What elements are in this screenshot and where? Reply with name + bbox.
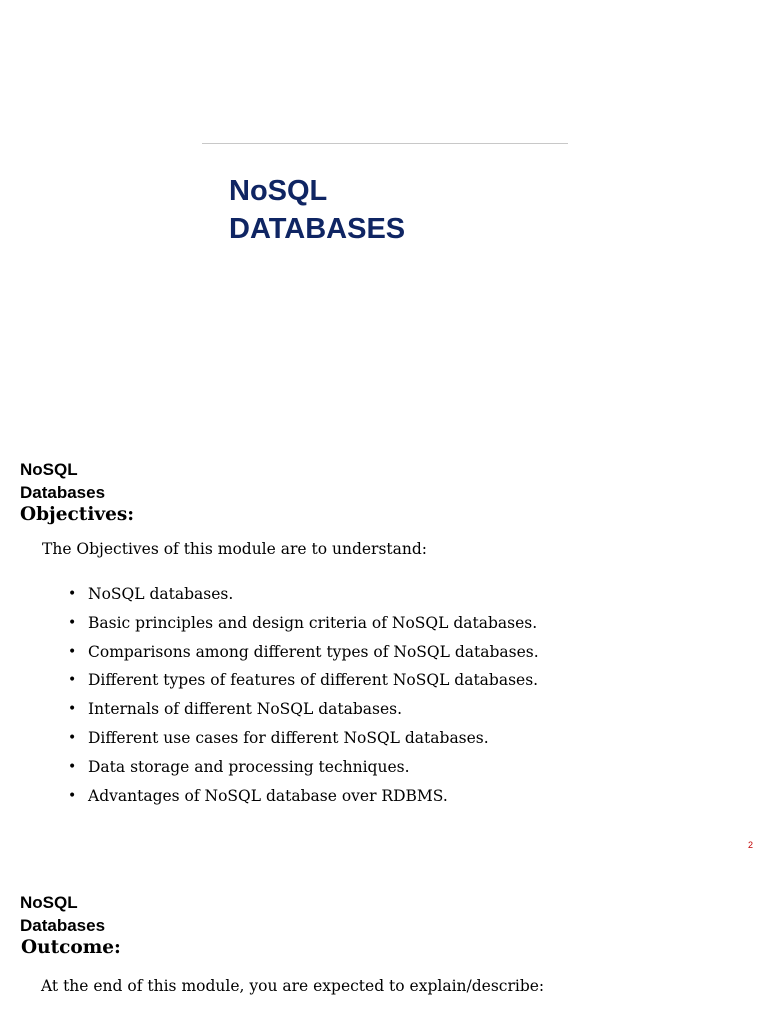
bullet-icon: • [68,586,77,602]
bullet-icon: • [68,787,77,804]
list-item-text: Different use cases for different NoSQL databases. [88,728,489,747]
list-item-text: Different types of features of different NoSQL databases. [88,671,539,690]
slide3-header-line2: Databases [20,916,106,935]
slide3-header [20,891,105,937]
list-item [68,613,539,642]
list-item [68,584,539,613]
cover-title-line2: DATABASES [229,213,406,245]
list-item-text: Comparisons among different types of NoSQL databases. [88,642,539,661]
list-item [68,786,539,815]
list-item-text: NoSQL databases. [88,585,234,603]
outcome-intro: At the end of this module, you are expected to explain/describe: [41,977,545,995]
list-item [68,642,539,671]
list-item-text: Internals of different NoSQL databases. [88,700,403,719]
slide2-header-line2: Databases [20,483,106,502]
bullet-icon: • [68,672,77,689]
list-item [68,757,539,786]
list-item [68,699,539,728]
bullet-icon: • [68,758,77,775]
page-number: 2 [748,840,754,850]
list-item-text: Data storage and processing techniques. [88,757,410,776]
bullet-icon: • [68,643,77,660]
list-item-text: Basic principles and design criteria of NoSQL databases. [88,613,538,632]
objectives-intro: The Objectives of this module are to understand: [42,540,428,558]
cover-title [229,172,405,248]
outcome-heading: Outcome: [21,937,121,958]
title-divider [202,143,568,144]
cover-title-line1: NoSQL [229,175,328,207]
slide2-header-line1: NoSQL [20,460,78,479]
objectives-heading: Objectives: [20,504,135,525]
list-item [68,670,539,699]
bullet-icon: • [68,614,77,631]
objectives-list [68,584,539,814]
slide3-header-line1: NoSQL [20,893,78,912]
list-item [68,728,539,757]
bullet-icon: • [68,729,77,746]
slide2-header [20,458,105,504]
list-item-text: Advantages of NoSQL database over RDBMS. [88,786,448,805]
bullet-icon: • [68,701,77,718]
